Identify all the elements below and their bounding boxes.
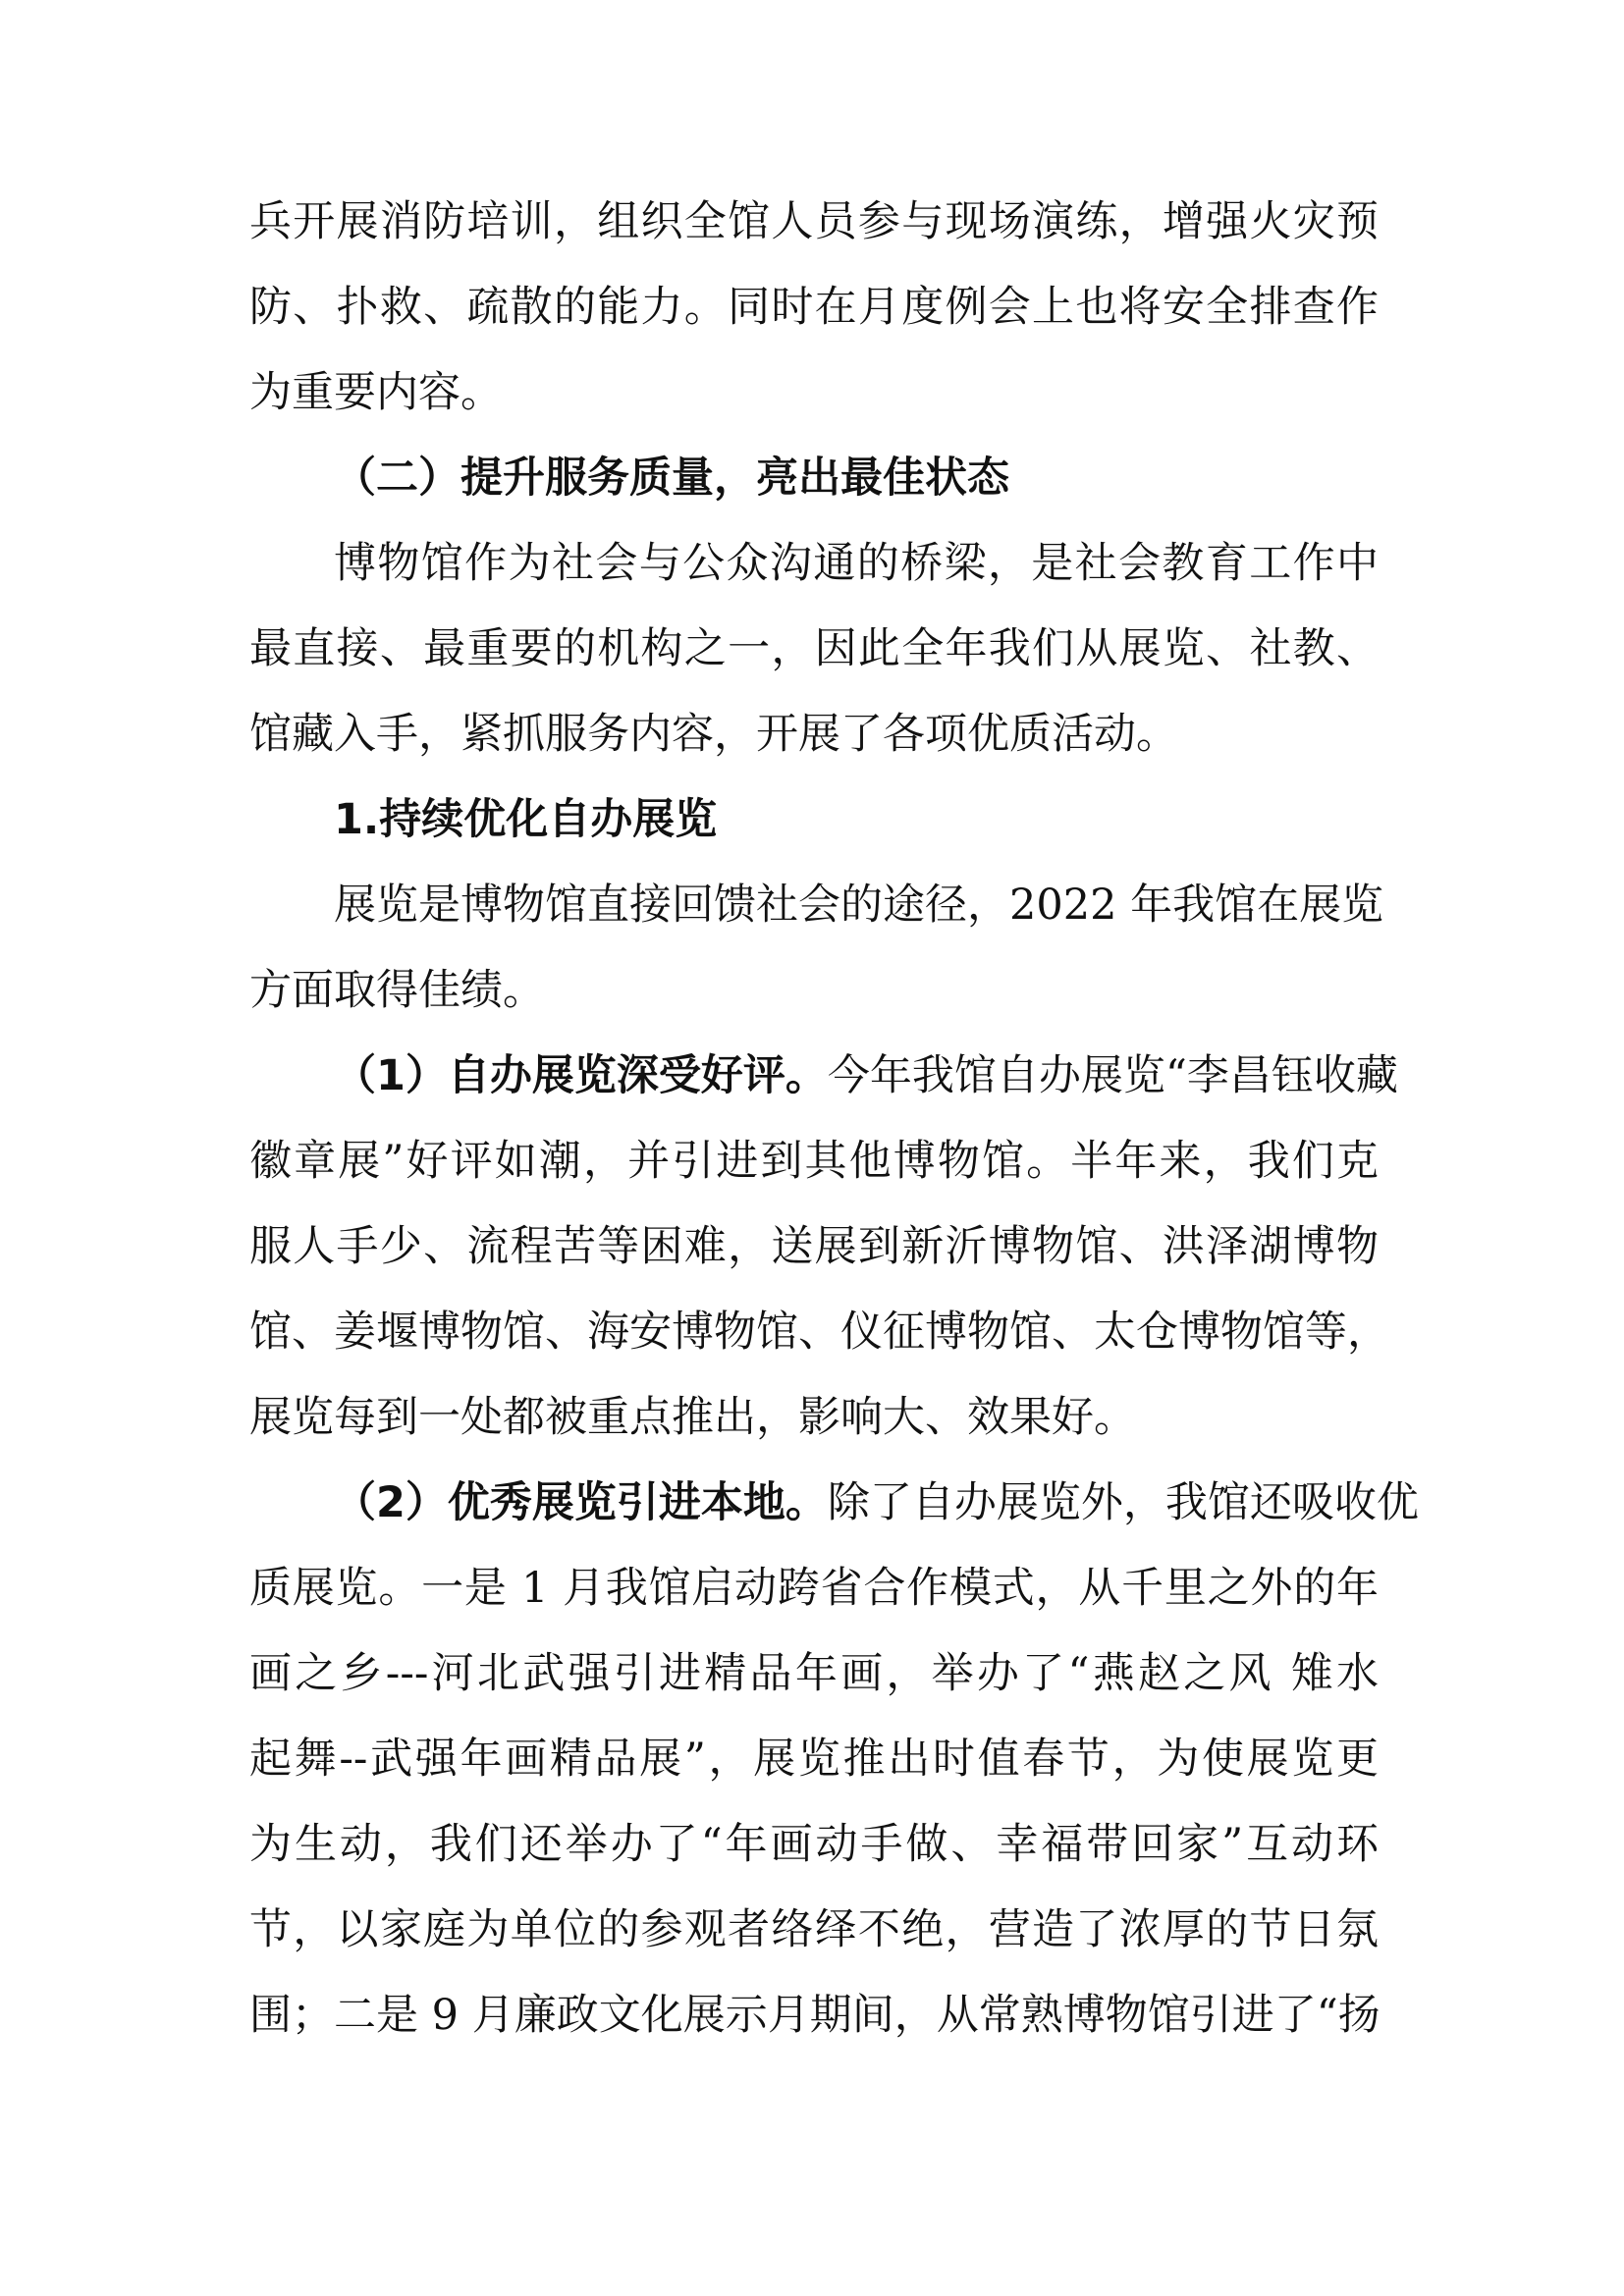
section-heading: （二）提升服务质量，亮出最佳状态 [334,454,1009,503]
item-bold-lead: （2）优秀展览引进本地。 [334,1478,828,1527]
paragraph-line: 方面取得佳绩。 [249,966,545,1015]
item-text: 今年我馆自办展览“李昌钰收藏 [827,1051,1398,1100]
paragraph-line: 兵开展消防培训，组织全馆人员参与现场演练，增强火灾预 [249,197,1379,246]
paragraph-line: 馆藏入手，紧抓服务内容，开展了各项优质活动。 [249,710,1178,759]
item-first-line [334,1046,1398,1105]
paragraph-line: 馆、姜堰博物馆、海安博物馆、仪征博物馆、太仓博物馆等， [249,1308,1389,1357]
subheading: 1.持续优化自办展览 [334,795,718,844]
paragraph-line: 画之乡---河北武强引进精品年画，举办了“燕赵之风 雉水 [249,1649,1379,1698]
paragraph-line: 起舞--武强年画精品展”，展览推出时值春节，为使展览更 [249,1735,1379,1784]
paragraph-line: 博物馆作为社会与公众沟通的桥梁，是社会教育工作中 [334,539,1379,588]
paragraph-line: 展览每到一处都被重点推出，影响大、效果好。 [249,1393,1136,1442]
item-first-line [334,1473,1419,1532]
paragraph-line: 质展览。一是 1 月我馆启动跨省合作模式，从千里之外的年 [249,1564,1379,1613]
paragraph-line: 徽章展”好评如潮，并引进到其他博物馆。半年来，我们克 [249,1137,1379,1186]
item-bold-lead: （1）自办展览深受好评。 [334,1051,828,1100]
paragraph-line: 服人手少、流程苦等困难，送展到新沂博物馆、洪泽湖博物 [249,1222,1379,1271]
paragraph-line: 围；二是 9 月廉政文化展示月期间，从常熟博物馆引进了“扬 [249,1991,1380,2040]
paragraph-line: 为生动，我们还举办了“年画动手做、幸福带回家”互动环 [249,1820,1379,1869]
paragraph-line: 最直接、最重要的机构之一，因此全年我们从展览、社教、 [249,624,1379,673]
paragraph-line: 为重要内容。 [249,368,503,417]
paragraph-line: 防、扑救、疏散的能力。同时在月度例会上也将安全排查作 [249,283,1379,332]
paragraph-line: 展览是博物馆直接回馈社会的途径，2022 年我馆在展览 [334,881,1384,930]
paragraph-line: 节，以家庭为单位的参观者络绎不绝，营造了浓厚的节日氛 [249,1905,1379,1954]
item-text: 除了自办展览外，我馆还吸收优 [827,1478,1419,1527]
